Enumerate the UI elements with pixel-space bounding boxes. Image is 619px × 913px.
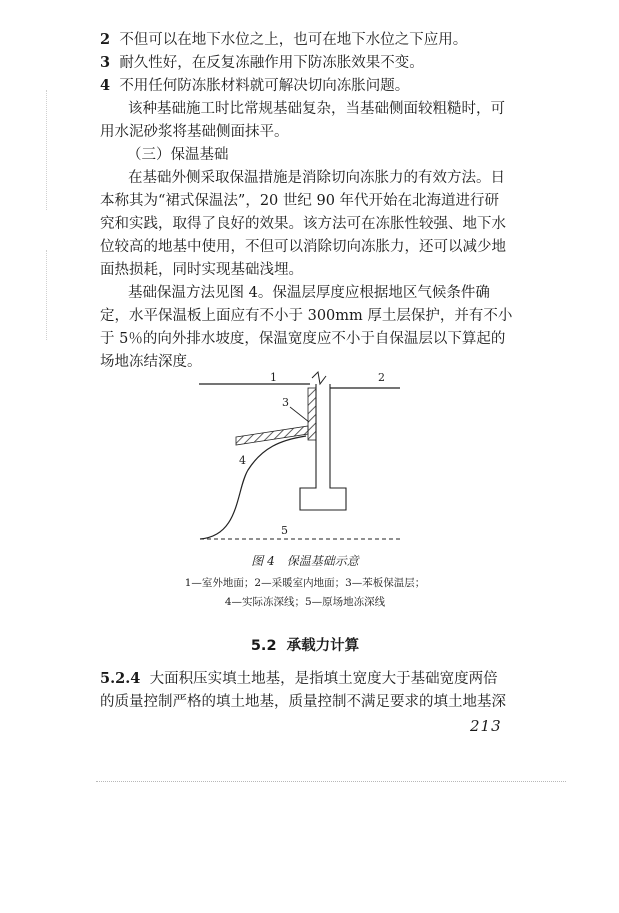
- figure-label-2: 2: [378, 371, 385, 384]
- figure-label-1: 1: [270, 371, 277, 384]
- paragraph-line: 面热损耗，同时实现基础浅埋。: [100, 262, 303, 278]
- list-number: 4: [100, 77, 111, 94]
- list-text: 不用任何防冻胀材料就可解决切向冻胀问题。: [119, 78, 410, 94]
- paragraph-line: 于 5％的向外排水坡度，保温宽度应不小于自保温层以下算起的: [100, 331, 506, 347]
- paragraph-line: 用水泥砂浆将基础侧面抹平。: [100, 124, 289, 140]
- paragraph-line: 的质量控制严格的填土地基，质量控制不满足要求的填土地基深: [100, 694, 506, 710]
- figure-legend-line: 1—室外地面；2—采暖室内地面；3—苯板保温层；: [184, 577, 426, 589]
- paragraph-line: 究和实践，取得了良好的效果。该方法可在冻胀性较强、地下水: [100, 216, 506, 232]
- paragraph-line: 场地冻结深度。: [100, 354, 202, 370]
- section-title: [100, 636, 510, 656]
- figure-legend-line: 4—实际冻深线；5—原场地冻深线: [224, 596, 386, 608]
- paragraph-line: [100, 669, 510, 689]
- figure-label-5: 5: [281, 524, 288, 537]
- scan-margin-mark: [46, 90, 47, 210]
- scan-artifact-line: [96, 781, 566, 782]
- vertical-insulation: [308, 388, 316, 440]
- list-text: 耐久性好，在反复冻融作用下防冻胀效果不变。: [119, 55, 424, 71]
- paragraph-line: 在基础外侧采取保温措施是消除切向冻胀力的有效方法。日: [128, 170, 505, 186]
- section-number: 5.2: [250, 638, 277, 654]
- figure-label-4: 4: [239, 454, 246, 467]
- figure-label-3: 3: [282, 396, 289, 409]
- section-title-text: 承载力计算: [286, 638, 360, 654]
- list-text: 不但可以在地下水位之上，也可在地下水位之下应用。: [119, 32, 468, 48]
- paragraph-line: 该种基础施工时比常规基础复杂，当基础侧面较粗糙时，可: [128, 101, 505, 117]
- page-number: 213: [470, 717, 502, 735]
- foundation-outline: [300, 384, 346, 510]
- list-number: 3: [100, 54, 111, 71]
- list-number: 2: [100, 31, 111, 48]
- horizontal-insulation-board: [236, 426, 308, 445]
- scan-margin-mark: [46, 250, 47, 340]
- paragraph-line: 定，水平保温板上面应有不小于 300mm 厚土层保护，并有不小: [100, 308, 513, 324]
- clause-text: 大面积压实填土地基，是指填土宽度大于基础宽度两倍: [149, 671, 498, 687]
- subheading: （三）保温基础: [127, 147, 229, 163]
- paragraph-line: 基础保温方法见图 4。保温层厚度应根据地区气候条件确: [128, 285, 490, 301]
- actual-frost-depth-curve: [200, 436, 306, 539]
- clause-number: 5.2.4: [100, 670, 141, 687]
- paragraph-line: 位较高的地基中使用，不但可以消除切向冻胀力，还可以减少地: [100, 239, 506, 255]
- paragraph-line: 本称其为“裙式保温法”，20 世纪 90 年代开始在北海道进行研: [100, 193, 500, 209]
- figure-caption-title: 图 4 保温基础示意: [251, 554, 359, 568]
